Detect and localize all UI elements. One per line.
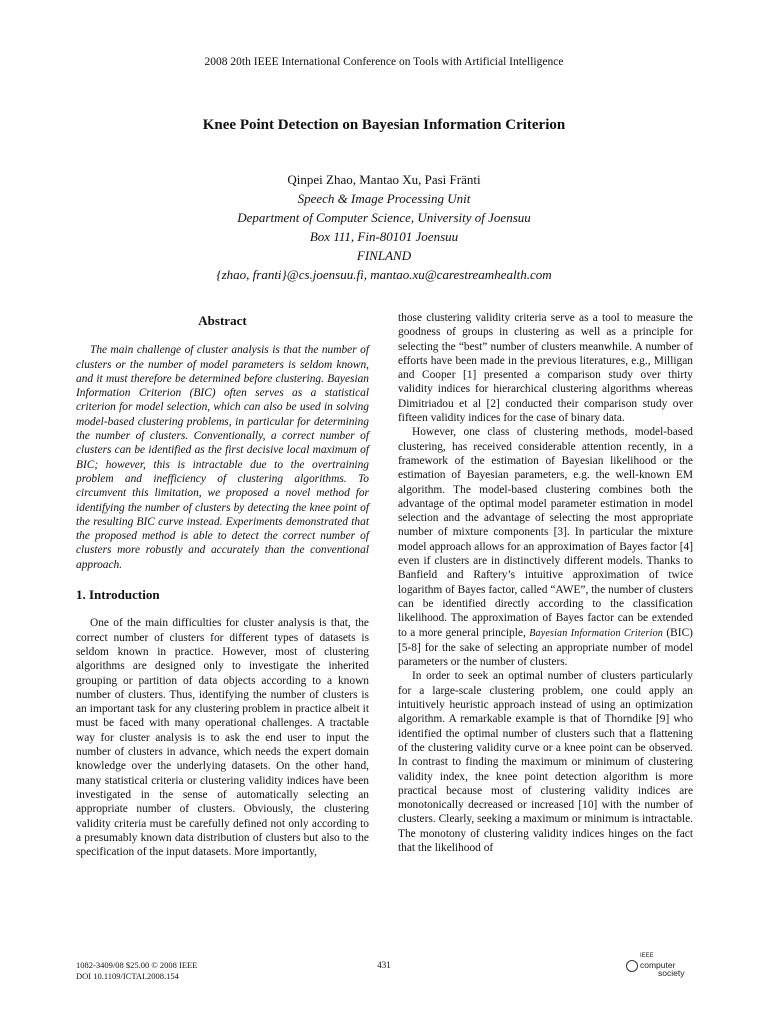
logo-ring-icon bbox=[626, 960, 638, 972]
para3-text-before: However, one class of clustering methods, model-based clustering, has received considerable attention recently, in a framework of the estimation of Bayesian likelihood or the estimation of Bayesian parameters, e.g. the well-known EM algorithm. The model-based clustering combines both the advantage of the optimal model parameter estimation in model selection and the advantage of selecting the most appropriate number of mixture components [3]. In particular the mixture model approach allows for an approximation of Bayes factor [4] even if clusters are in distinctively different models. Thanks to Banfield and Raftery’s intuitive approximation of twice logarithm of Bayes factor, called “AWE”, the number of clusters can be identified directly according to the classification likelihood. The approximation of Bayes factor can be extended to a more general principle, bbox=[398, 426, 693, 639]
copyright-line: 1082-3409/08 $25.00 © 2008 IEEE bbox=[76, 960, 198, 970]
intro-paragraph-4: In order to seek an optimal number of clusters particularly for a large-scale clustering problem, one could apply an intuitively heuristic approach instead of using an optimization algorithm. A remarkable example is that of Thorndike [9] who identified the optimal number of clusters such that a flattening of the clustering validity curve or a knee point can be observed. In contrast to finding the maximum or minimum of clustering validity index, the knee point detection algorithm is more practical because most of clustering validity indices are monotonically decreased or increased [10] with the number of clusters. Clearly, seeking a maximum or minimum is intractable. The monotony of clustering validity indices hinges on the fact that the likelihood of bbox=[398, 670, 693, 854]
logo-line-3: society bbox=[658, 968, 685, 978]
affiliation-department: Department of Computer Science, University of Joensuu bbox=[237, 210, 531, 225]
logo-line-2: computer bbox=[640, 959, 676, 970]
left-column bbox=[76, 314, 369, 859]
affiliation-address: Box 111, Fin-80101 Joensuu bbox=[309, 229, 459, 244]
para3-text-after: (BIC) [5-8] for the sake of selecting an appropriate number of model parameters or the number of clusters. bbox=[398, 626, 693, 669]
affiliation-unit: Speech & Image Processing Unit bbox=[297, 191, 471, 206]
bic-term: Bayesian Information Criterion bbox=[529, 627, 663, 639]
author-block bbox=[0, 170, 768, 284]
intro-paragraph-2: those clustering validity criteria serve as a tool to measure the goodness of groups in clustering as well as a principle for selecting the “best” number of clusters meanwhile. A number of efforts have been made in the previous literatures, e.g., Milligan and Cooper [1] presented a comparison study over thirty validity indices for hierarchical clustering algorithms whereas Dimitriadou et al [2] conducted their comparison study over fifteen validity indices for the case of binary data. bbox=[398, 312, 693, 425]
abstract-text: The main challenge of cluster analysis is that the number of clusters or the number of model parameters is seldom known, and it must therefore be determined before clustering. Bayesian Information Criterion (BIC) often serves as a statistical criterion for model selection, which can also be used in solving model-based clustering problems, in particular for determining the number of clusters. Conventionally, a correct number of clusters can be identified as the first decisive local maximum of BIC; however, this is intractable due to the overtraining problem and inefficiency of clustering algorithms. To circumvent this limitation, we proposed a novel method for identifying the number of clusters by detecting the knee point of the resulting BIC curve instead. Experiments demonstrated that the proposed method is able to detect the correct number of clusters more robustly and accurately than the conventional approach. bbox=[76, 344, 369, 571]
author-emails: {zhao, franti}@cs.joensuu.fi, mantao.xu@carestreamhealth.com bbox=[216, 267, 552, 282]
page-number: 431 bbox=[377, 960, 391, 970]
right-column bbox=[398, 311, 693, 855]
conference-header: 2008 20th IEEE International Conference on Tools with Artificial Intelligence bbox=[204, 56, 564, 68]
paper-title: Knee Point Detection on Bayesian Information Criterion bbox=[202, 117, 566, 133]
intro-paragraph-1: One of the main difficulties for cluster analysis is that, the correct number of clusters for different types of datasets is seldom known in practice. However, most of clustering algorithms are designed only to investigate the inherited grouping or partition of data objects according to a known number of clusters. Thus, identifying the number of clusters is an important task for any clustering problem in practice albeit it must be faced with many operational challenges. A tractable way for cluster analysis is to ask the end user to input the number of clusters in advance, which needs the expert domain knowledge over the underlying datasets. On the other hand, many statistical criteria or clustering validity indices have been investigated in the sense of automatically selecting an appropriate number of clusters. Obviously, the clustering validity criteria must be carefully defined not only according to a presumably known data distribution of clusters but also to the specification of the input datasets. More importantly, bbox=[76, 617, 369, 859]
introduction-heading: 1. Introduction bbox=[76, 587, 160, 603]
doi-line: DOI 10.1109/ICTAI.2008.154 bbox=[76, 971, 179, 981]
logo-line-1: IEEE bbox=[640, 953, 654, 959]
author-names: Qinpei Zhao, Mantao Xu, Pasi Fränti bbox=[287, 172, 481, 187]
intro-paragraph-3 bbox=[398, 425, 693, 669]
ieee-computer-society-logo bbox=[626, 952, 706, 978]
abstract-heading: Abstract bbox=[198, 313, 247, 328]
affiliation-country: FINLAND bbox=[356, 248, 412, 263]
logo-text bbox=[640, 952, 684, 978]
